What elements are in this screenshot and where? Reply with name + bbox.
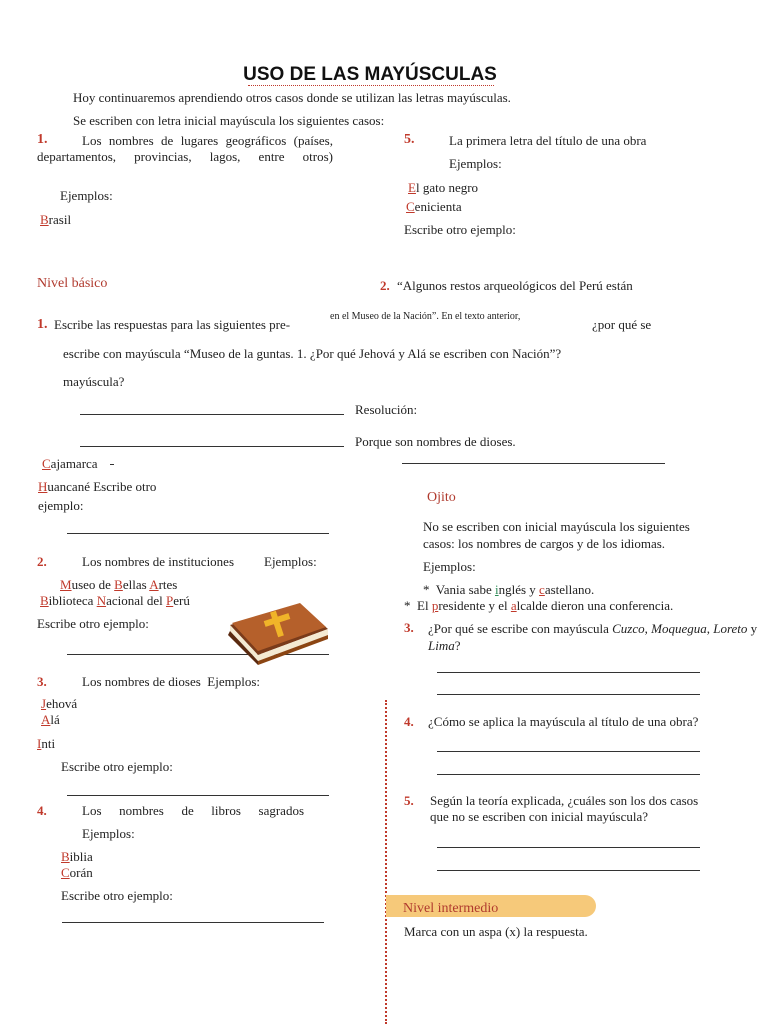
- answer-line[interactable]: [80, 414, 344, 415]
- q2-text: “Algunos restos arqueológicos del Perú están: [397, 278, 633, 293]
- example-cenicienta: Cenicienta: [406, 199, 462, 214]
- item5-text: La primera letra del título de una obra: [449, 133, 647, 148]
- item1-number: 1.: [37, 132, 48, 147]
- resolucion-label: Resolución:: [355, 402, 418, 417]
- small-mark: [110, 464, 114, 465]
- ojito-example-2: * El presidente y el alcalde dieron una conferencia.: [404, 598, 674, 613]
- marca-instruction: Marca con un aspa (x) la respuesta.: [404, 924, 588, 939]
- q4-number: 4.: [404, 714, 414, 729]
- example-cajamarca: Cajamarca: [42, 456, 98, 471]
- item3-write-prompt: Escribe otro ejemplo:: [61, 759, 173, 774]
- answer-line[interactable]: [402, 463, 665, 464]
- intro-text-2: Se escriben con letra inicial mayúscula los siguientes casos:: [73, 113, 385, 128]
- ojito-text-1: No se escriben con inicial mayúscula los siguientes: [423, 519, 690, 534]
- answer-line[interactable]: [80, 446, 344, 447]
- item4-write-prompt: Escribe otro ejemplo:: [61, 888, 173, 903]
- answer-line[interactable]: [67, 795, 329, 796]
- item2-number: 2.: [37, 554, 47, 569]
- item4-examples: Ejemplos:: [82, 826, 135, 841]
- page-title: USO DE LAS MAYÚSCULAS: [243, 64, 497, 85]
- item3-number: 3.: [37, 674, 47, 689]
- q5-text-2: que no se escriben con inicial mayúscula?: [430, 809, 649, 824]
- ojito-text-2: casos: los nombres de cargos y de los idiomas.: [423, 536, 666, 551]
- q3-text: ¿Por qué se escribe con mayúscula Cuzco, Moquegua, Loreto y Lima?: [428, 621, 758, 653]
- ojito-example-1: * Vania sabe inglés y castellano.: [423, 582, 595, 597]
- item5-write-prompt: Escribe otro ejemplo:: [404, 222, 516, 237]
- answer-line[interactable]: [437, 870, 700, 871]
- row1-text-c: ¿por qué se: [592, 317, 652, 332]
- item4-text: Los nombres de libros sagrados: [82, 803, 304, 818]
- row2-text: escribe con mayúscula “Museo de la guntas. 1. ¿Por qué Jehová y Alá se escriben con Nación”?: [63, 346, 562, 361]
- q4-text: ¿Cómo se aplica la mayúscula al título de una obra?: [428, 714, 699, 729]
- item2-examples: Ejemplos:: [264, 554, 317, 569]
- q5-text-1: Según la teoría explicada, ¿cuáles son los dos casos: [430, 793, 699, 808]
- example-el-gato-negro: El gato negro: [408, 180, 479, 195]
- answer-line[interactable]: [67, 533, 329, 534]
- example-brasil: Brasil: [40, 212, 72, 227]
- item3-text: Los nombres de dioses Ejemplos:: [82, 674, 261, 689]
- row1-text-a: Escribe las respuestas para las siguientes pre-: [54, 317, 291, 332]
- example-inti: Inti: [37, 736, 56, 751]
- book-with-cross-icon: [222, 597, 332, 671]
- item2-write-prompt: Escribe otro ejemplo:: [37, 616, 149, 631]
- title-underline: [248, 85, 494, 86]
- answer-line[interactable]: [437, 774, 700, 775]
- ojito-examples: Ejemplos:: [423, 559, 476, 574]
- row3-text: mayúscula?: [63, 374, 125, 389]
- q2-number: 2.: [380, 278, 390, 293]
- item1-text: Los nombres de lugares geográficos (países, departamentos, provincias, lagos, entre otros): [37, 133, 333, 164]
- item5-number: 5.: [404, 132, 415, 147]
- item5-examples: Ejemplos:: [449, 156, 502, 171]
- answer-line[interactable]: [437, 672, 700, 673]
- nivel-intermedio-heading: Nivel intermedio: [403, 901, 499, 916]
- nivel-basico-heading: Nivel básico: [37, 276, 108, 291]
- item4-number: 4.: [37, 803, 47, 818]
- example-biblioteca-nacional: Biblioteca Nacional del Perú: [40, 593, 190, 608]
- row1-number: 1.: [37, 317, 48, 332]
- ojito-heading: Ojito: [427, 490, 456, 505]
- row1-text-b: en el Museo de la Nación”. En el texto anterior,: [330, 311, 521, 322]
- intro-text-1: Hoy continuaremos aprendiendo otros casos donde se utilizan las letras mayúsculas.: [73, 90, 511, 105]
- example-museo-bellas-artes: Museo de Bellas Artes: [60, 577, 178, 592]
- column-divider: [385, 700, 387, 1024]
- answer-line[interactable]: [437, 751, 700, 752]
- example-coran: Corán: [61, 865, 93, 880]
- answer-line[interactable]: [437, 694, 700, 695]
- item2-text: Los nombres de instituciones: [82, 554, 235, 569]
- q5-number: 5.: [404, 793, 414, 808]
- answer-line[interactable]: [437, 847, 700, 848]
- answer-line[interactable]: [62, 922, 324, 923]
- q3-number: 3.: [404, 620, 414, 635]
- example-biblia: Biblia: [61, 849, 93, 864]
- porque-text: Porque son nombres de dioses.: [355, 434, 516, 449]
- example-ala: Alá: [41, 712, 60, 727]
- example-huancane: Huancané Escribe otro: [38, 479, 157, 494]
- example-jehova: Jehová: [41, 696, 78, 711]
- item1-examples: Ejemplos:: [60, 188, 113, 203]
- ejemplo-label: ejemplo:: [38, 498, 84, 513]
